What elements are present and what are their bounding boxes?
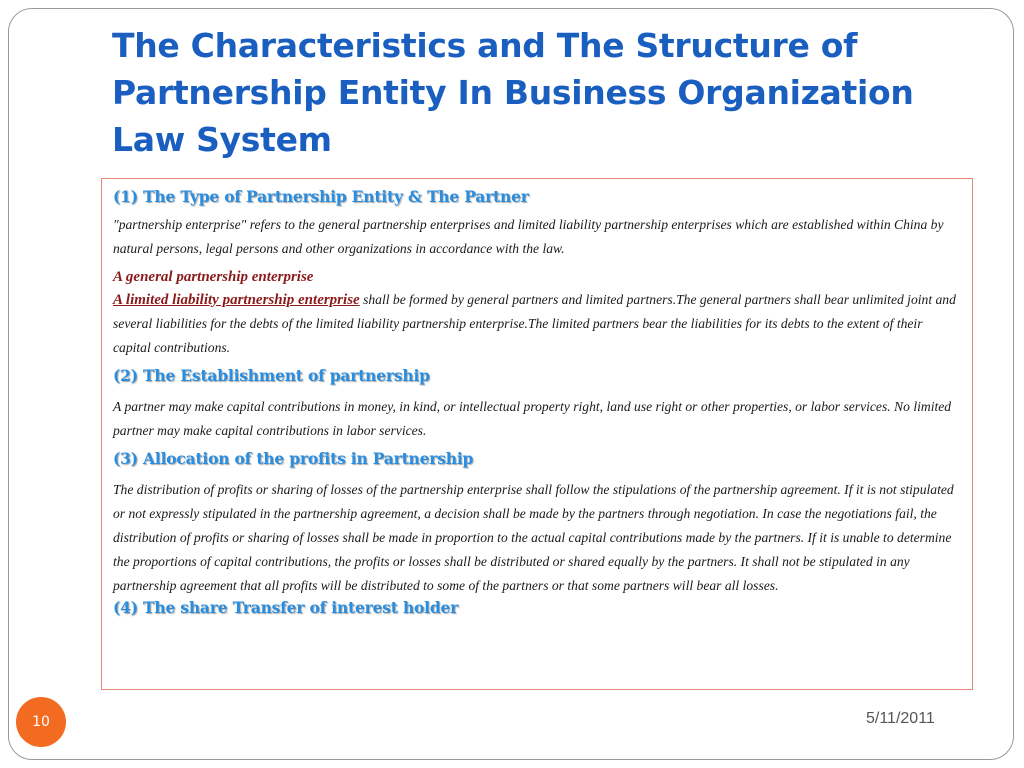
limited-partnership-term: A limited liability partnership enterprise xyxy=(113,292,360,308)
section-heading-type-of-partnership: (1) The Type of Partnership Entity & The Partner xyxy=(113,187,529,206)
limited-partnership-paragraph xyxy=(113,288,962,360)
content-box xyxy=(101,178,973,690)
establishment-paragraph: A partner may make capital contributions in money, in kind, or intellectual property right, land use right or other properties, or labor services. No limited partner may make capital contributions in labor services. xyxy=(113,399,952,438)
general-partnership-term-text: A general partnership enterprise xyxy=(113,269,314,285)
slide-title: The Characteristics and The Structure of Partnership Entity In Business Organization Law System xyxy=(112,26,914,159)
limited-partnership-description: shall be formed by general partners and limited partners.The general partners shall bear unlimited joint and several liabilities for the debts of the limited liability partnership enterprise.The limited partners bear the liabilities for its debts to the extent of their capital contributions. xyxy=(113,292,956,355)
partnership-definition-paragraph: "partnership enterprise" refers to the general partnership enterprises and limited liability partnership enterprises which are established within China by natural persons, legal persons and other organizations in accordance with the law. xyxy=(113,217,944,256)
general-partnership-term xyxy=(113,265,962,288)
slide-date: 5/11/2011 xyxy=(866,710,935,727)
slide-number-badge xyxy=(16,697,66,747)
slide-number: 10 xyxy=(32,714,50,730)
section-heading-establishment: (2) The Establishment of partnership xyxy=(113,366,430,385)
section-heading-allocation-of-profits: (3) Allocation of the profits in Partnership xyxy=(113,449,474,468)
allocation-paragraph: The distribution of profits or sharing of losses of the partnership enterprise shall follow the stipulations of the partnership agreement. If it is not stipulated or not expressly stipulated in the partnership agreement, a decision shall be made by the partners through negotiation. In case the negotiations fail, the distribution of profits or sharing of losses shall be made in proportion to the actual capital contributions made by the partners. If it is unable to determine the proportions of capital contributions, the profits or losses shall be distributed or shared equally by the partners. It shall not be stipulated in any partnership agreement that all profits will be distributed to some of the partners or that some partners will bear all losses. xyxy=(113,482,954,593)
section-heading-share-transfer: (4) The share Transfer of interest holder xyxy=(113,598,459,617)
